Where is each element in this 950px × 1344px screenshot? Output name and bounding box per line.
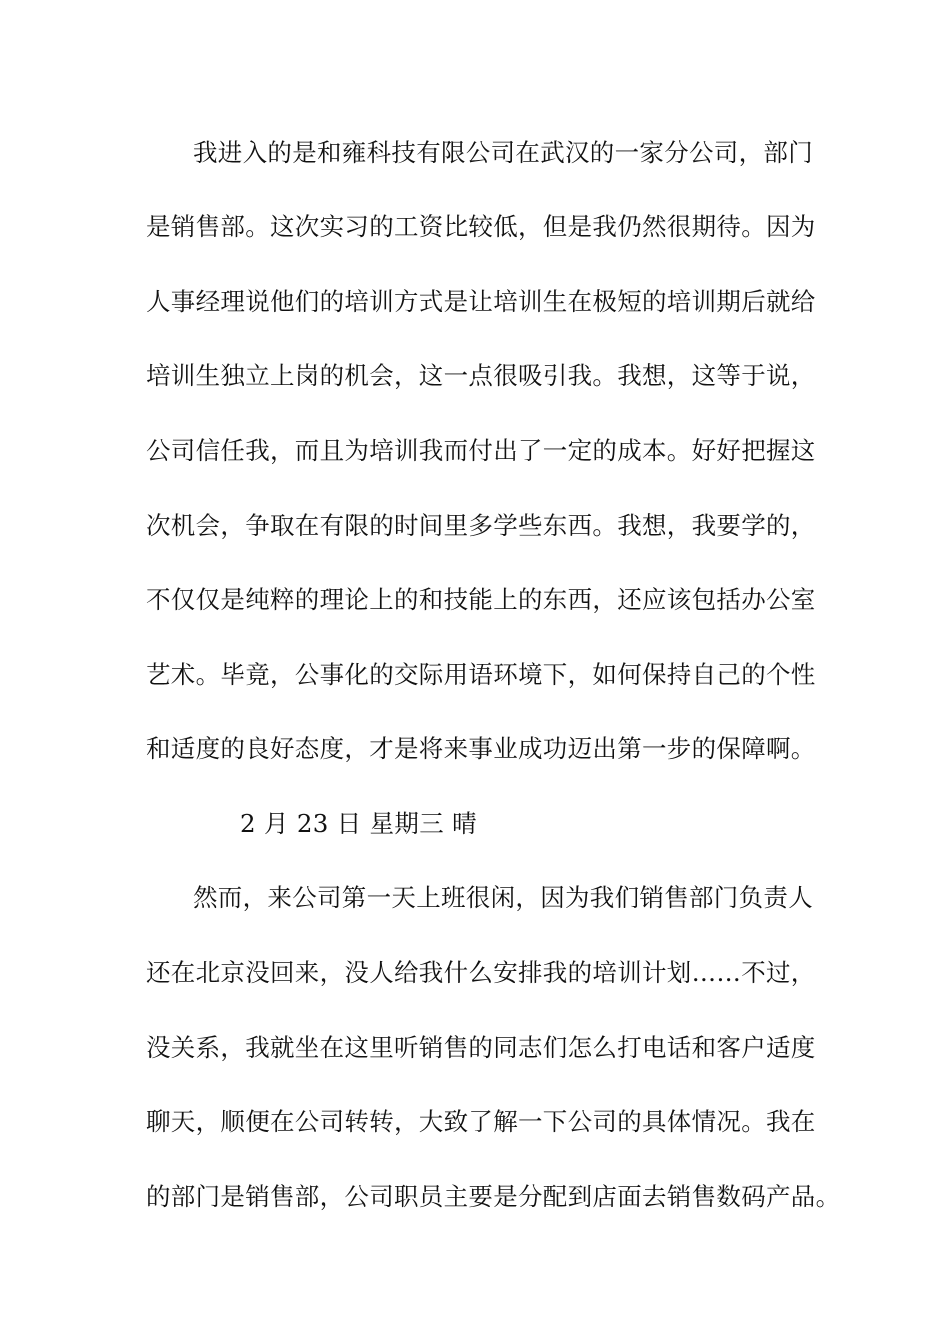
paragraph-line: 不仅仅是纯粹的理论上的和技能上的东西，还应该包括办公室: [146, 585, 816, 614]
paragraph-line: 艺术。毕竟，公事化的交际用语环境下，如何保持自己的个性: [146, 660, 816, 689]
date-heading: 2 月 23 日 星期三 晴: [240, 809, 477, 838]
paragraph-line: 我进入的是和雍科技有限公司在武汉的一家分公司，部门: [193, 138, 813, 167]
paragraph-line: 培训生独立上岗的机会，这一点很吸引我。我想，这等于说，: [146, 361, 816, 390]
paragraph-line: 人事经理说他们的培训方式是让培训生在极短的培训期后就给: [146, 287, 816, 316]
paragraph-line: 聊天，顺便在公司转转，大致了解一下公司的具体情况。我在: [146, 1107, 816, 1136]
paragraph-line: 公司信任我，而且为培训我而付出了一定的成本。好好把握这: [146, 436, 816, 465]
paragraph-line: 没关系，我就坐在这里听销售的同志们怎么打电话和客户适度: [146, 1033, 816, 1062]
paragraph-line: 还在北京没回来，没人给我什么安排我的培训计划……不过，: [146, 958, 816, 987]
paragraph-line: 然而，来公司第一天上班很闲，因为我们销售部门负责人: [193, 883, 813, 912]
paragraph-line: 次机会，争取在有限的时间里多学些东西。我想，我要学的，: [146, 511, 816, 540]
paragraph-line: 是销售部。这次实习的工资比较低，但是我仍然很期待。因为: [146, 212, 816, 241]
paragraph-line: 的部门是销售部，公司职员主要是分配到店面去销售数码产品。: [146, 1182, 841, 1211]
paragraph-line: 和适度的良好态度，才是将来事业成功迈出第一步的保障啊。: [146, 734, 816, 763]
